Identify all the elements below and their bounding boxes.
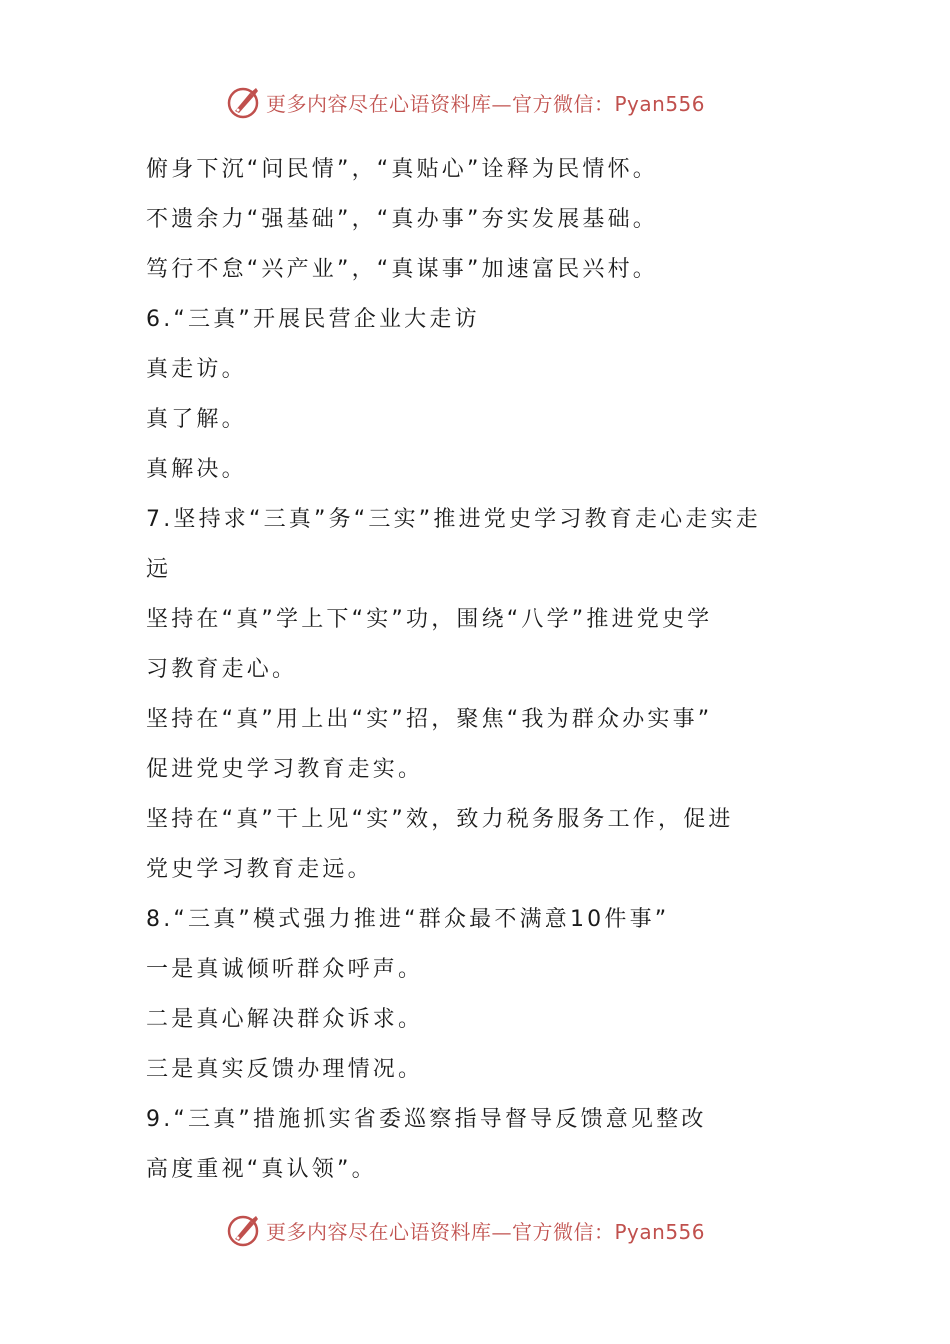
wechat-id: Pyan556 (614, 91, 706, 116)
section-heading: 远 (146, 557, 172, 582)
paragraph-line: 促进党史学习教育走实。 (146, 757, 424, 782)
section-heading: 7.坚持求“三真”务“三实”推进党史学习教育走心走实走 (146, 507, 761, 532)
paragraph-line: 不遗余力“强基础”，“真办事”夯实发展基础。 (146, 207, 658, 232)
paragraph-line: 坚持在“真”用上出“实”招，聚焦“我为群众办实事” (146, 707, 713, 732)
document-body (146, 145, 814, 1195)
pen-nib-logo-icon (226, 1212, 262, 1248)
paragraph-line: 三是真实反馈办理情况。 (146, 1057, 424, 1082)
section-heading: 9.“三真”措施抓实省委巡察指导督导反馈意见整改 (146, 1107, 707, 1132)
paragraph-line: 坚持在“真”干上见“实”效，致力税务服务工作，促进 (146, 807, 734, 832)
paragraph-line: 习教育走心。 (146, 657, 298, 682)
paragraph-line: 一是真诚倾听群众呼声。 (146, 957, 424, 982)
pen-nib-logo-icon (226, 84, 262, 120)
wechat-id: Pyan556 (614, 1219, 706, 1244)
paragraph-line: 真走访。 (146, 357, 247, 382)
header-banner (226, 82, 746, 122)
section-heading: 8.“三真”模式强力推进“群众最不满意10件事” (146, 907, 670, 932)
footer-banner (226, 1210, 746, 1250)
banner-text: 更多内容尽在心语资料库—官方微信：Pyan556 (266, 91, 706, 116)
paragraph-line: 笃行不怠“兴产业”，“真谋事”加速富民兴村。 (146, 257, 658, 282)
banner-text: 更多内容尽在心语资料库—官方微信：Pyan556 (266, 1219, 706, 1244)
section-heading: 6.“三真”开展民营企业大走访 (146, 307, 480, 332)
paragraph-line: 高度重视“真认领”。 (146, 1157, 377, 1182)
paragraph-line: 党史学习教育走远。 (146, 857, 373, 882)
paragraph-line: 真解决。 (146, 457, 247, 482)
paragraph-line: 真了解。 (146, 407, 247, 432)
paragraph-line: 二是真心解决群众诉求。 (146, 1007, 424, 1032)
paragraph-line: 俯身下沉“问民情”，“真贴心”诠释为民情怀。 (146, 157, 658, 182)
paragraph-line: 坚持在“真”学上下“实”功，围绕“八学”推进党史学 (146, 607, 713, 632)
